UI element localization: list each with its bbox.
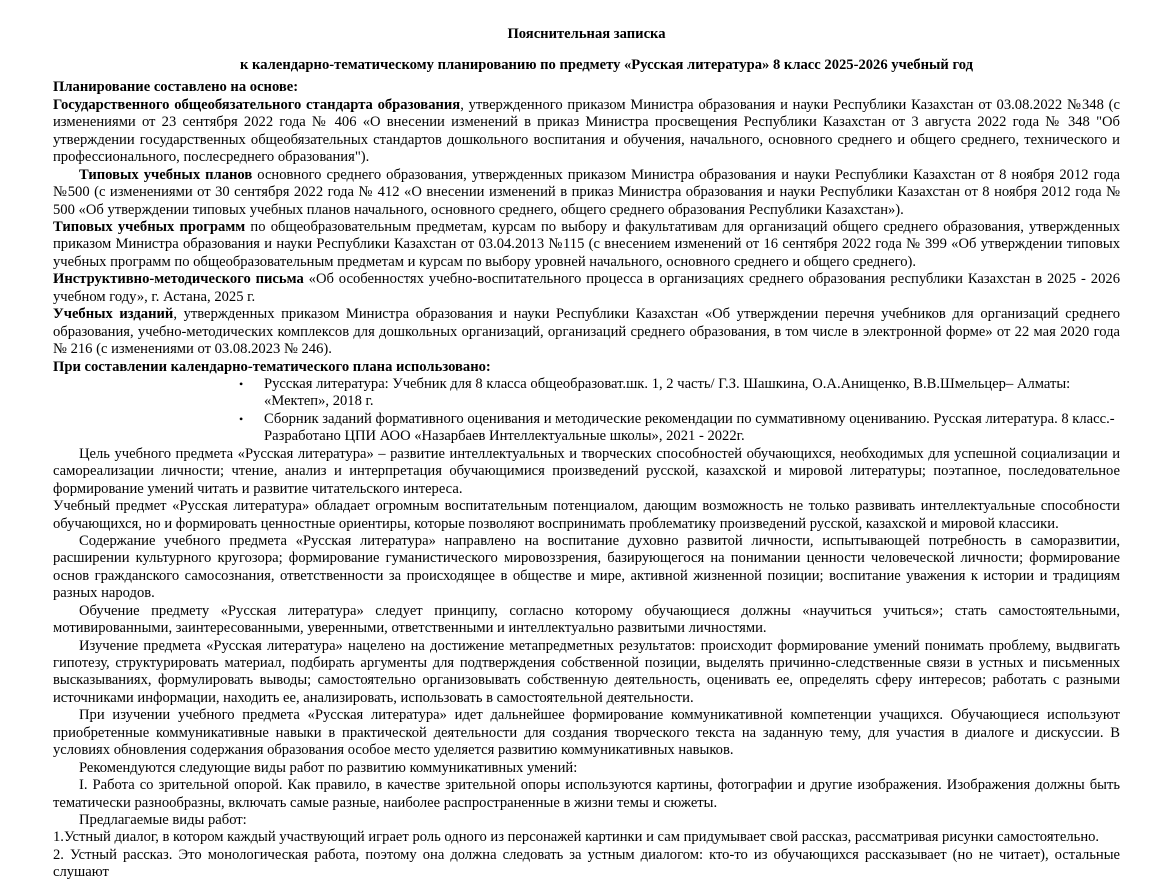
basis-item-1-text: , утвержденного приказом Министра образования и науки Республики Казахстан от 03.08.2022 №348 (с изменениями от 23 сентября 2022 года № 406 «О внесении изменений в приказ Министра просвещения Республики Казахстан от 3 августа 2022 года № 348 "Об утверждении государственных общеобязательных стандартов дошкольного воспитания и обучения, начального, основного среднего и общего среднего, технического и профессионального, послесреднего образования").	[53, 96, 1120, 166]
basis-item-1-lead: Государственного общеобязательного стандарта образования	[53, 96, 461, 113]
basis-heading: Планирование составлено на основе:	[53, 79, 299, 96]
paragraph-visual-support: I. Работа со зрительной опорой. Как правило, в качестве зрительной опоры используются картины, фотографии и другие изображения. Изображения должны быть тематически разнообразны, включать самые разные, наиболее распространенные в жизни темы и сюжеты.	[53, 777, 1120, 811]
paragraph-communicative: При изучении учебного предмета «Русская литература» идет дальнейшее формирование коммуникативной компетенции учащихся. Обучающиеся используют приобретенные коммуникативные навыки в практической деятельности для создания творческого текста на заданную тему, для участия в диалоге и дискуссии. В условиях обновления содержания образования особое место уделяется развитию коммуникативных навыков.	[53, 707, 1120, 759]
basis-item-2-text: основного среднего образования, утвержденных приказом Министра образования и науки Республики Казахстан от 8 ноября 2012 года №500 (с изменениями от 30 сентября 2022 года № 412 «О внесении изменений в приказ Министра образования и науки Республики Казахстан от 8 ноября 2012 года № 500 «Об утверждении типовых учебных планов начального, основного среднего, общего среднего образования Республики Казахстан»).	[53, 166, 1120, 218]
page-title: Пояснительная записка	[507, 26, 666, 42]
basis-item-5-lead: Учебных изданий	[53, 306, 174, 323]
paragraph-work-2: 2. Устный рассказ. Это монологическая работа, поэтому она должна следовать за устным диалогом: кто-то из обучающихся рассказывает (но не читает), остальные слушают	[53, 846, 1120, 881]
basis-item-3-text: по общеобразовательным предметам, курсам по выбору и факультативам для организаций общего среднего образования, утвержденных приказом Министра образования и науки Республики Казахстан от 03.04.2013 №115 (с внесением изменений от 16 сентября 2022 года № 399 «Об утверждении типовых учебных программ по общеобразовательным предметам и курсам по выбору уровней начального, основного среднего и общего среднего).	[53, 219, 1120, 270]
source-text: Русская литература: Учебник для 8 класса общеобразоват.шк. 1, 2 часть/ Г.З. Шашкина, О.А.Анищенко, В.В.Шмельцер– Алматы: «Мектеп», 2018 г.	[264, 376, 1071, 410]
basis-item-5-text: , утвержденных приказом Министра образования и науки Республики Казахстан «Об утверждении перечня учебников для организаций среднего образования, учебно-методических комплексов для дошкольных организаций, организаций среднего образования, в том числе в электронной форме» от 22 мая 2020 года № 216 (с изменениями от 03.08.2023 № 246).	[53, 306, 1120, 358]
paragraph-work-1: 1.Устный диалог, в котором каждый участвующий играет роль одного из персонажей картинки и сам придумывает свой рассказ, рассматривая рисунки самостоятельно.	[53, 829, 1100, 846]
basis-item-2	[53, 167, 1120, 219]
page-subtitle: к календарно-тематическому планированию по предмету «Русская литература» 8 класс 2025-2026 учебный год	[240, 57, 973, 74]
paragraph-content: Содержание учебного предмета «Русская литература» направлено на воспитание духовно развитой личности, испытывающей потребность в саморазвитии, расширении культурного кругозора; формирование гуманистического мировоззрения, базирующегося на понимании ценности человеческой личности; формирование основ гражданского самосознания, ответственности за происходящее в обществе и мире, активной жизненной позиции; воспитание уважения к истории и традициям разных народов.	[53, 532, 1120, 602]
basis-item-3-lead: Типовых учебных программ	[53, 219, 246, 235]
paragraph-potential: Учебный предмет «Русская литература» обладает огромным воспитательным потенциалом, дающим возможность не только развивать интеллектуальные способности обучающихся, но и формировать ценностные ориентиры, которые позволяют воспринимать проблематику произведений русской, казахской и мировой классики.	[53, 498, 1120, 532]
basis-item-1	[53, 97, 1120, 167]
paragraph-principle: Обучение предмету «Русская литература» следует принципу, согласно которому обучающиеся должны «научиться учиться»; стать самостоятельными, мотивированными, заинтересованными, уверенными, ответственными и интеллектуально развитыми личностями.	[53, 602, 1120, 637]
paragraph-recommended: Рекомендуются следующие виды работ по развитию коммуникативных умений:	[79, 759, 578, 776]
paragraph-proposed-works: Предлагаемые виды работ:	[79, 811, 247, 828]
basis-item-3	[53, 219, 1120, 271]
basis-item-4	[53, 271, 1120, 306]
basis-item-4-text: «Об особенностях учебно-воспитательного процесса в организациях среднего образования республики Казахстан в 2025 - 2026 учебном году», г. Астана, 2025 г.	[53, 271, 1120, 305]
basis-item-4-lead: Инструктивно-методического письма	[53, 271, 304, 288]
source-text: Сборник заданий формативного оценивания и методические рекомендации по суммативному оцениванию. Русская литература. 8 класс.- Разработано ЦПИ АОО «Назарбаев Интеллектуальные школы», 2021 - 2022г.	[264, 410, 1115, 445]
sources-list	[53, 376, 1120, 446]
paragraph-aim: Цель учебного предмета «Русская литература» – развитие интеллектуальных и творческих способностей обучающихся, необходимых для успешной социализации и самореализации личности; чтение, анализ и интерпретация обучающимися произведений русской, казахской и мировой литературы; поэтапное, последовательное формирование умений читать и развитие читательского интереса.	[53, 445, 1120, 497]
list-item	[53, 376, 1120, 411]
usage-heading: При составлении календарно-тематического плана использовано:	[53, 358, 491, 375]
list-item	[53, 411, 1120, 446]
bullet-icon: •	[239, 411, 244, 426]
basis-item-2-lead: Типовых учебных планов	[79, 166, 253, 183]
bullet-icon: •	[239, 377, 244, 391]
paragraph-metasubject: Изучение предмета «Русская литература» нацелено на достижение метапредметных результатов: происходит формирование умений понимать проблему, выдвигать гипотезу, структурировать материал, подбирать аргументы для подтверждения собственной позиции, выделять причинно-следственные связи в устных и письменных высказываниях, формулировать выводы; самостоятельно организовывать собственную деятельность, оценивать ее, определять сферу интересов; работать с разными источниками информации, находить ее, анализировать, использовать в самостоятельной деятельности.	[53, 637, 1120, 706]
basis-item-5	[53, 306, 1120, 358]
